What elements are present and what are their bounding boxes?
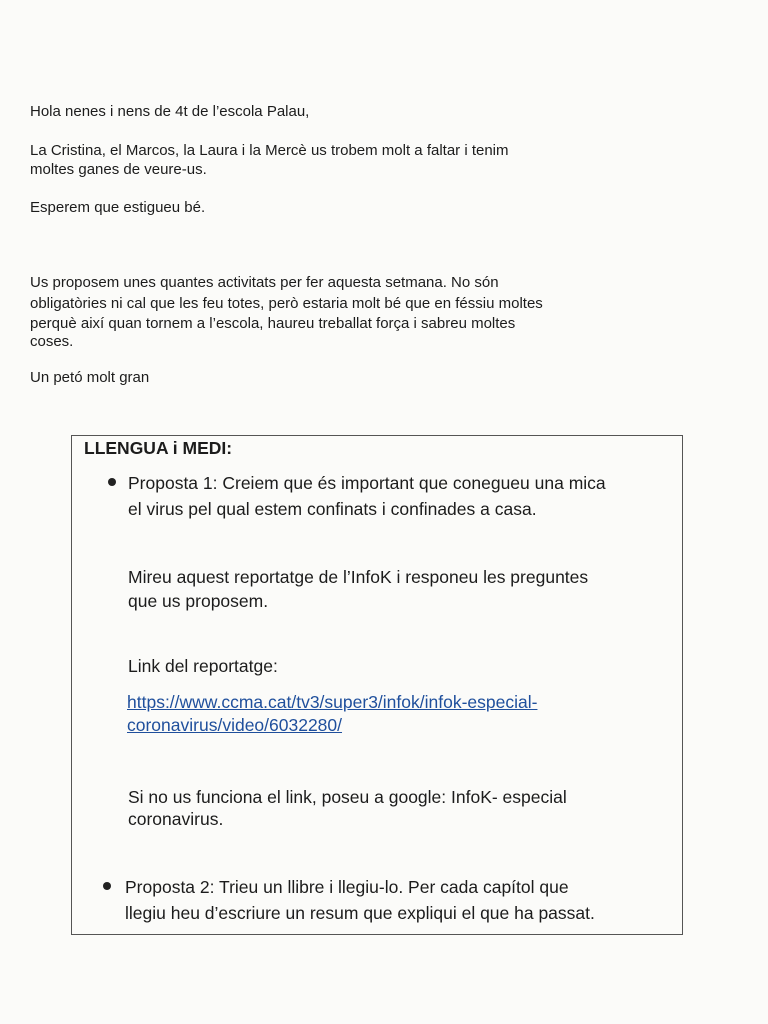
paragraph-line: coses. [30,333,74,350]
video-link[interactable]: https://www.ccma.cat/tv3/super3/infok/infok-especial- [127,692,538,712]
closing: Un petó molt gran [30,369,150,386]
watch-instruction-line: que us proposem. [128,591,269,611]
box-title: LLENGUA i MEDI: [84,438,233,458]
proposal-1-line: el virus pel qual estem confinats i confinades a casa. [128,499,537,519]
bullet-icon [108,478,116,486]
paragraph-line: Us proposem unes quantes activitats per fer aquesta setmana. No són [30,274,499,291]
bullet-icon [103,882,111,890]
paragraph-line: perquè així quan tornem a l’escola, haureu treballat força i sabreu moltes [30,315,516,332]
link-label: Link del reportatge: [128,656,278,676]
video-link[interactable]: coronavirus/video/6032280/ [127,715,343,735]
proposal-2-line: Proposta 2: Trieu un llibre i llegiu-lo. Per cada capítol que [125,877,569,897]
watch-instruction-line: Mireu aquest reportatge de l’InfoK i responeu les preguntes [128,567,589,587]
proposal-1-line: Proposta 1: Creiem que és important que conegueu una mica [128,473,606,493]
fallback-instruction-line: Si no us funciona el link, poseu a google: InfoK- especial [128,787,567,807]
paragraph-line: obligatòries ni cal que les feu totes, però estaria molt bé que en féssiu moltes [30,295,543,312]
paragraph-line: La Cristina, el Marcos, la Laura i la Mercè us trobem molt a faltar i tenim [30,142,509,159]
proposal-2-line: llegiu heu d’escriure un resum que expliqui el que ha passat. [125,903,595,923]
greeting: Hola nenes i nens de 4t de l’escola Palau, [30,103,310,120]
paragraph: Esperem que estigueu bé. [30,199,206,216]
activities-box [71,435,683,935]
paragraph-line: moltes ganes de veure-us. [30,161,207,178]
fallback-instruction-line: coronavirus. [128,809,224,829]
